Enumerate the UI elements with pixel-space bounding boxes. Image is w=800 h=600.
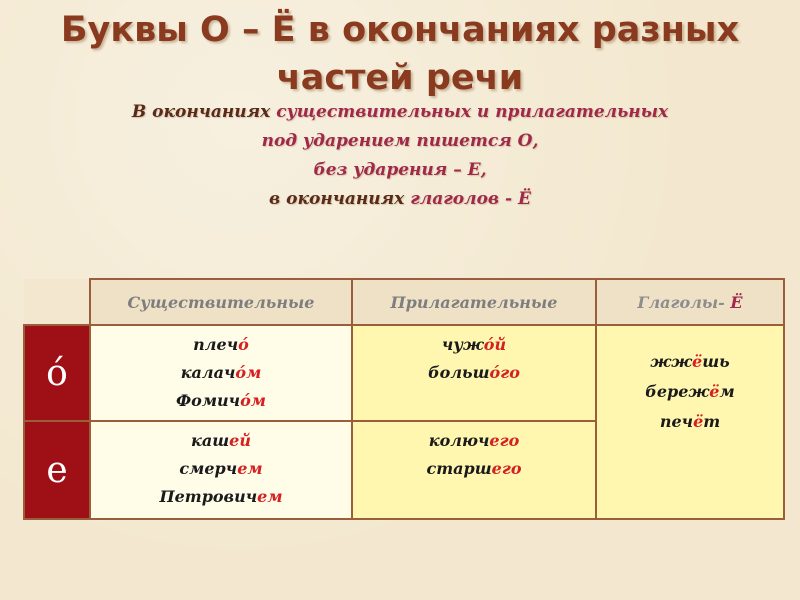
rule-line-2: под ударением пишется О, <box>261 131 539 151</box>
word-ending: óм <box>235 363 262 382</box>
word-stem: печ <box>659 412 694 431</box>
rule-line-1 <box>0 98 800 127</box>
word-ending: óм <box>240 391 267 410</box>
header-verbs-letter: Ё <box>730 292 743 312</box>
word-item <box>91 483 351 511</box>
word-tail: шь <box>702 352 730 371</box>
rule-text <box>0 98 800 214</box>
word-stem: плеч <box>193 335 239 354</box>
page-title <box>0 6 800 102</box>
word-stem: береж <box>645 382 710 401</box>
nouns-o-cell <box>90 325 352 421</box>
word-stem: Петрович <box>159 487 258 506</box>
word-ending: óго <box>489 363 520 382</box>
word-ending: ё <box>693 412 704 431</box>
rule-line-4-verbs: глаголов - Ё <box>410 189 531 209</box>
rule-line-4 <box>0 185 800 214</box>
word-stem: колюч <box>428 431 490 450</box>
word-ending: ё <box>692 352 703 371</box>
adj-e-cell <box>352 421 596 519</box>
corner-cell <box>24 279 90 325</box>
title-line-1: Буквы О – Ё в окончаниях разных <box>60 10 740 50</box>
word-stem: каш <box>191 431 230 450</box>
row-label-e: е <box>24 421 90 519</box>
word-ending: óй <box>483 335 507 354</box>
title-line-2: частей речи <box>276 58 524 98</box>
header-nouns: Существительные <box>90 279 352 325</box>
word-ending: его <box>489 431 520 450</box>
word-item <box>353 427 595 455</box>
word-stem: больш <box>428 363 490 382</box>
word-item <box>91 331 351 359</box>
word-tail: м <box>719 382 735 401</box>
header-verbs <box>596 279 784 325</box>
header-adjectives: Прилагательные <box>352 279 596 325</box>
endings-table <box>23 278 785 520</box>
word-ending: его <box>491 459 522 478</box>
word-item <box>91 427 351 455</box>
verbs-cell <box>596 325 784 519</box>
word-stem: жж <box>650 352 693 371</box>
word-ending: ем <box>237 459 263 478</box>
word-ending: ó <box>238 335 249 354</box>
header-row <box>24 279 784 325</box>
row-label-o: ó <box>24 325 90 421</box>
word-item <box>91 387 351 415</box>
word-item <box>91 455 351 483</box>
word-stem: старш <box>426 459 492 478</box>
word-item <box>353 455 595 483</box>
word-item <box>597 407 783 437</box>
word-item <box>597 377 783 407</box>
word-ending: ем <box>257 487 283 506</box>
word-item <box>91 359 351 387</box>
word-stem: калач <box>180 363 236 382</box>
nouns-e-cell <box>90 421 352 519</box>
row-o <box>24 325 784 421</box>
word-tail: т <box>703 412 721 431</box>
rule-line-1-parts: существительных и прилагательных <box>276 102 669 122</box>
rule-line-4-prefix: в окончаниях <box>269 189 411 209</box>
word-stem: Фомич <box>175 391 241 410</box>
word-ending: ё <box>709 382 720 401</box>
rule-line-1-prefix: В окончаниях <box>131 102 277 122</box>
word-stem: чуж <box>441 335 484 354</box>
word-stem: смерч <box>179 459 238 478</box>
word-item <box>353 359 595 387</box>
adj-o-cell <box>352 325 596 421</box>
word-item <box>353 331 595 359</box>
rule-line-3: без ударения – Е, <box>313 160 487 180</box>
word-ending: ей <box>229 431 251 450</box>
word-item <box>597 347 783 377</box>
header-verbs-label: Глаголы- <box>637 292 731 312</box>
